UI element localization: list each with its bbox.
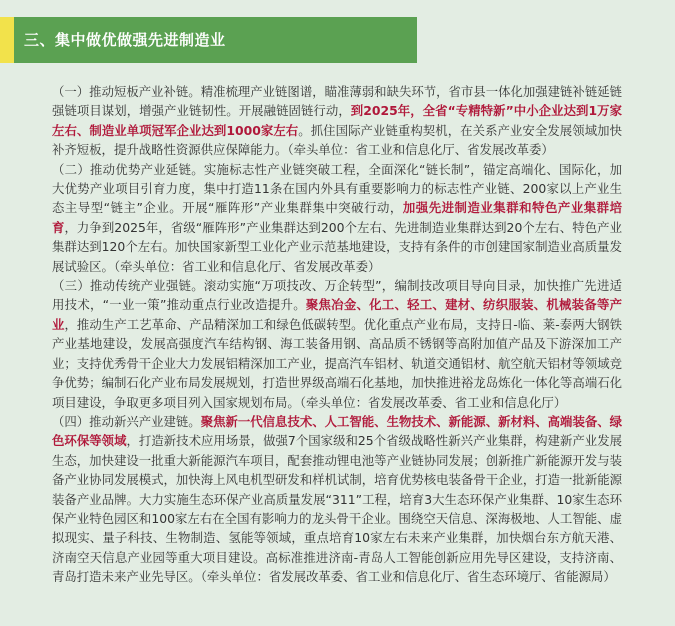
section-accent-bar: [0, 17, 14, 63]
paragraph-advantage-chain: [52, 160, 622, 276]
p1-text-1: （一）推动短板产业补链。精准梳理产业链图谱，瞄准薄弱和缺失环节，省市县一体化加强建链补链延链强链项目谋划，增强产业链韧性。开展融链固链行动，: [52, 84, 622, 119]
p3-text-2: ，推动生产工艺革命、产品精深加工和绿色低碳转型。优化重点产业布局，支持日-临、莱-泰两大钢铁产业基地建设，发展高强度汽车结构钢、海工装备用钢、高品质不锈钢等高附加值产品及下游深加工产业；支持优秀骨干企业大力发展铝精深加工产业，提高汽车铝材、轨道交通铝材、航空航天铝材等领域竞争优势；编制石化产业布局发展规划，打造世界级高端石化基地，加快推进裕龙岛炼化一体化等高端石化项目建设，争取更多项目列入国家规划布局。（牵头单位：省发展改革委、省工业和信息化厅）: [52, 316, 622, 410]
article-body: [52, 82, 622, 587]
paragraph-shortboard-chain: [52, 82, 622, 160]
p1-text-2: 。抓住国际产业链重构契机，在关系产业安全发展领域加快补齐短板，提升战略性资源供应保障能力。（牵头单位：省工业和信息化厅、省发展改革委）: [52, 122, 622, 158]
section-title: 三、集中做优做强先进制造业: [24, 31, 226, 49]
p2-text-2: ，力争到2025年，省级“雁阵形”产业集群达到200个左右、先进制造业集群达到20个左右、特色产业集群达到120个左右。加快国家新型工业化产业示范基地建设，支持有条件的市创建国家制造业高质量发展试验区。（牵头单位：省工业和信息化厅、省发展改革委）: [52, 219, 622, 274]
paragraph-traditional-chain: [52, 276, 622, 412]
p2-text-1: （二）推动优势产业延链。实施标志性产业链突破工程，全面深化“链长制”，锚定高端化、国际化，加大优势产业项目引育力度，集中打造11条在国内外具有重要影响力的标志性产业链、200家以上产业生态主导型“链主”企业。开展“雁阵形”产业集群集中突破行动，: [52, 161, 622, 216]
p4-text-1: （四）推动新兴产业建链。: [52, 413, 201, 429]
p4-highlight: 聚焦新一代信息技术、人工智能、生物技术、新能源、新材料、高端装备、绿色环保等领域: [52, 413, 623, 449]
p2-highlight: 加强先进制造业集群和特色产业集群培育: [52, 200, 622, 235]
p1-highlight: 到2025年，全省“专精特新”中小企业达到1万家左右、制造业单项冠军企业达到1000家左右: [52, 103, 622, 138]
p4-text-2: ，打造新技术应用场景，做强7个国家级和25个省级战略性新兴产业集群，构建新产业发展生态，加快建设一批重大新能源汽车项目，配套推动锂电池等产业链协同发展；创新推广新能源开发与装备产业协同发展模式，加快海上风电机型研发和样机试制，培育优势核电装备骨干企业，打造一批新能源装备产业品牌。大力实施生态环保产业高质量发展“311”工程，培育3大生态环保产业集群、10家生态环保产业特色园区和100家左右在全国有影响力的龙头骨干企业。围绕空天信息、深海极地、人工智能、虚拟现实、量子科技、生物制造、氢能等领域，重点培育10家左右未来产业集群，加快烟台东方航天港、济南空天信息产业园等重大项目建设。高标准推进济南-青岛人工智能创新应用先导区建设，支持济南、青岛打造未来产业先导区。（牵头单位：省发展改革委、省工业和信息化厅、省生态环境厅、省能源局）: [52, 433, 622, 585]
paragraph-emerging-chain: [52, 412, 622, 587]
p3-highlight: 聚焦冶金、化工、轻工、建材、纺织服装、机械装备等产业: [52, 297, 623, 332]
section-header-banner: [0, 17, 417, 63]
p3-text-1: （三）推动传统产业强链。滚动实施“万项技改、万企转型”，编制技改项目导向目录，加快推广先进适用技术，“一业一策”推动重点行业改造提升。: [52, 278, 622, 313]
